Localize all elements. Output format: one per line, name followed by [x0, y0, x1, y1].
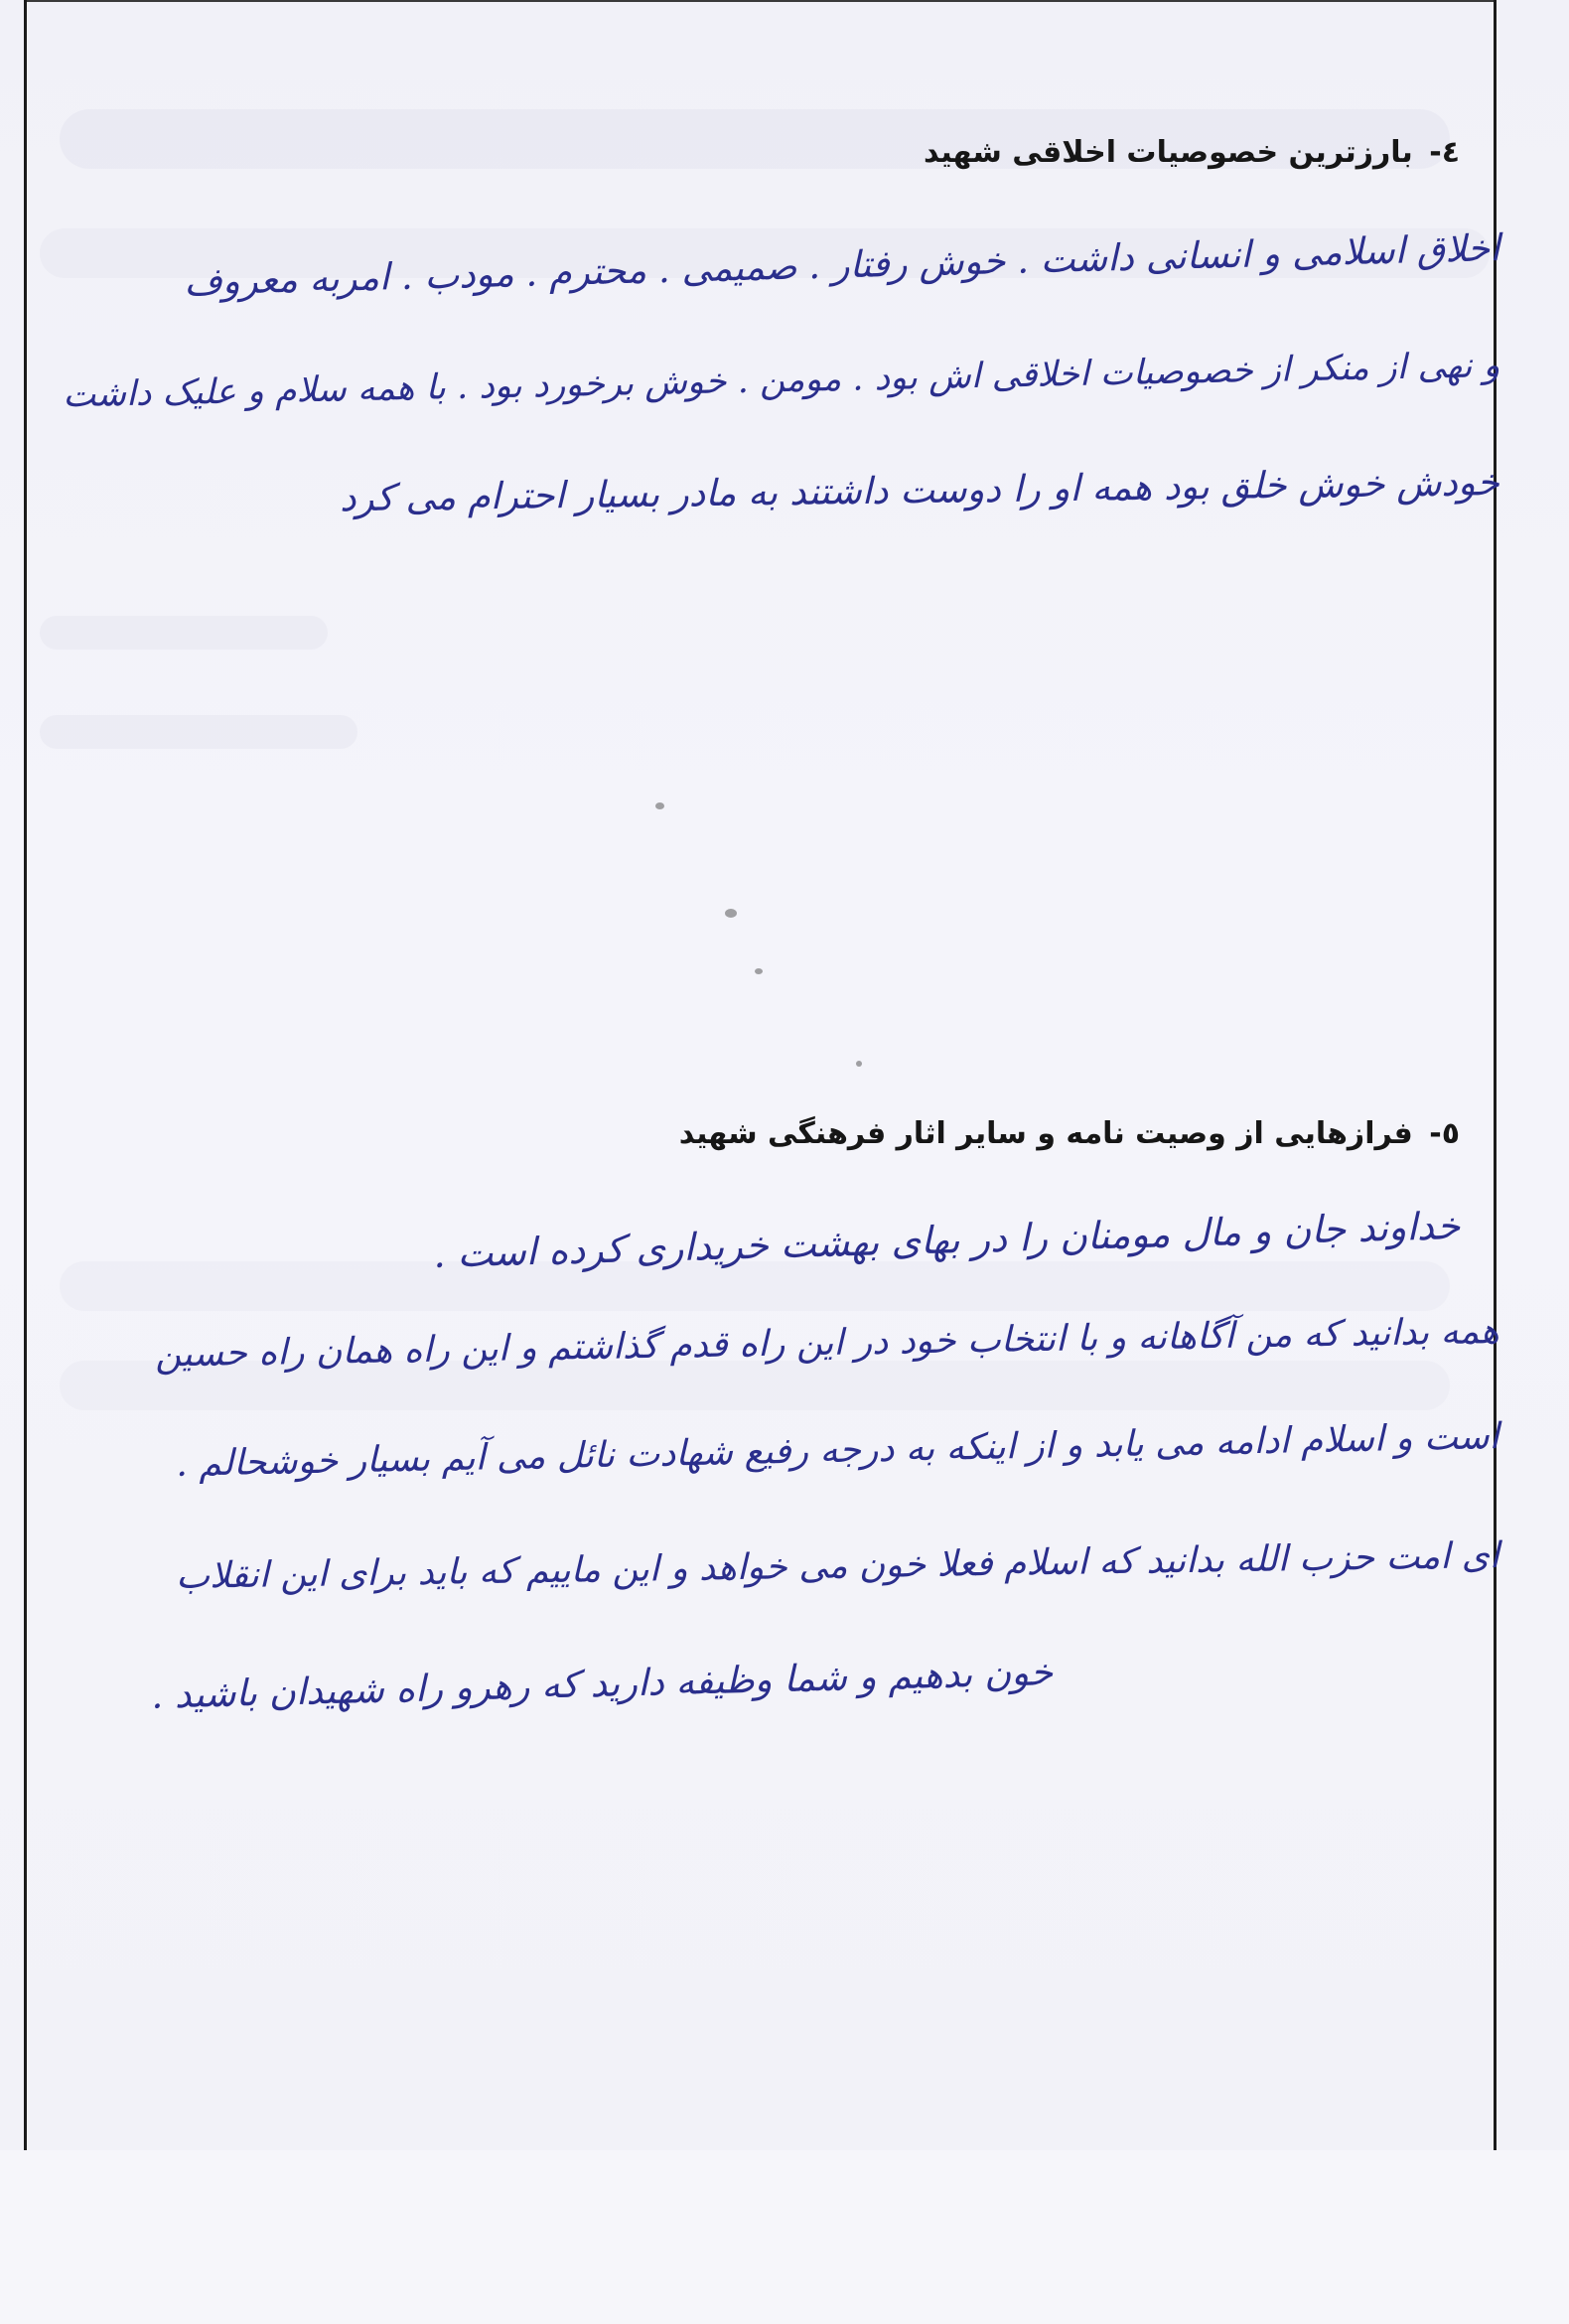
- section-5-number: ٥-: [1429, 1116, 1460, 1151]
- bleed-through-mark: [40, 616, 328, 650]
- section-4-heading: [924, 135, 1460, 170]
- page-frame-left: [24, 0, 27, 2150]
- bleed-through-mark: [60, 1261, 1450, 1311]
- page-frame-right: [1494, 0, 1497, 2150]
- section-4-number: ٤-: [1429, 135, 1460, 170]
- section-5-heading: [679, 1116, 1460, 1151]
- section-4-line-3: خودش خوش خلق بود همه او را دوست داشتند به مادر بسیار احترام می کرد: [340, 461, 1500, 520]
- section-5-title: فرازهایی از وصیت نامه و سایر اثار فرهنگی شهید: [678, 1116, 1413, 1151]
- dust-speck: [725, 909, 737, 918]
- section-4-title: بارزترین خصوصیات اخلاقی شهید: [923, 135, 1413, 170]
- section-4-line-2: و نهی از منکر از خصوصیات اخلاقی اش بود . مومن . خوش برخورد بود . با همه سلام و علیک داشت: [62, 346, 1500, 416]
- dust-speck: [655, 802, 664, 809]
- section-4-line-1: اخلاق اسلامی و انسانی داشت . خوش رفتار . صمیمی . محترم . مودب . امربه معروف: [183, 226, 1500, 304]
- dust-speck: [856, 1061, 862, 1067]
- section-5-line-2: همه بدانید که من آگاهانه و با انتخاب خود در این راه قدم گذاشتم و این راه همان راه حسین: [155, 1311, 1500, 1376]
- section-5-line-3: است و اسلام ادامه می یابد و از اینکه به درجه رفیع شهادت نائل می آیم بسیار خوشحالم .: [176, 1416, 1500, 1485]
- section-5-line-1: خداوند جان و مال مومنان را در بهای بهشت خریداری کرده است .: [432, 1204, 1461, 1276]
- page-bottom-margin: [0, 2150, 1569, 2324]
- section-5-line-4: ای امت حزب الله بدانید که اسلام فعلا خون می خواهد و این ماییم که باید برای این انقلاب: [176, 1535, 1500, 1597]
- page-frame-top: [24, 0, 1497, 2]
- dust-speck: [755, 968, 763, 974]
- section-5-line-5: خون بدهیم و شما وظیفه دارید که رهرو راه شهیدان باشید .: [150, 1651, 1054, 1717]
- bleed-through-mark: [40, 715, 357, 749]
